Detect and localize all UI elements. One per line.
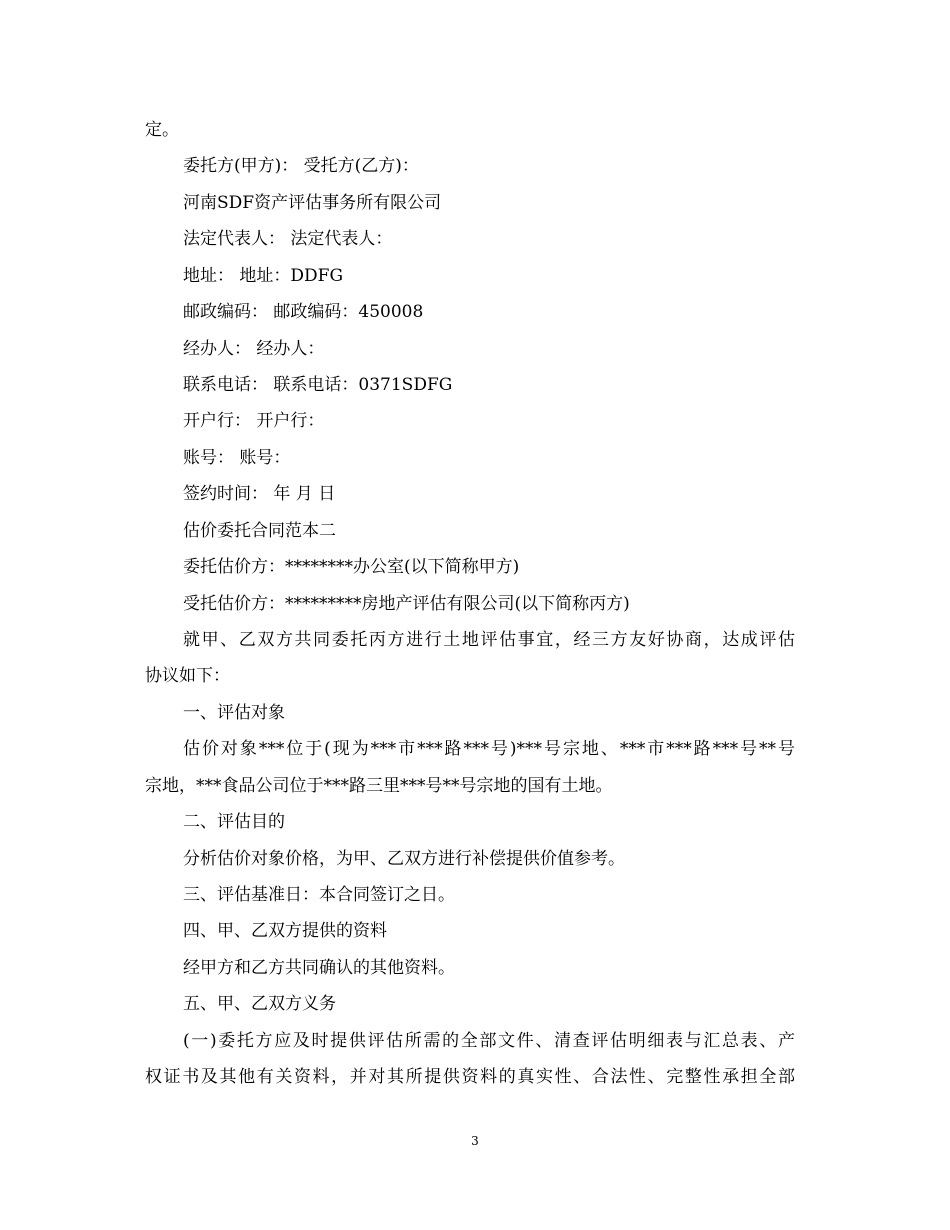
- text-line: 联系电话： 联系电话：0371SDFG: [183, 375, 453, 395]
- text-line: 法定代表人： 法定代表人：: [183, 229, 393, 249]
- text-line: 就甲、乙双方共同委托丙方进行土地评估事宜，经三方友好协商，达成评估: [183, 630, 795, 650]
- text-line: 权证书及其他有关资料，并对其所提供资料的真实性、合法性、完整性承担全部: [145, 1067, 795, 1087]
- section-heading: 四、甲、乙双方提供的资料: [183, 921, 387, 941]
- text-line: 定。: [145, 120, 179, 140]
- text-line: 受托估价方：*********房地产评估有限公司(以下简称丙方): [183, 594, 630, 614]
- section-heading: 二、评估目的: [183, 812, 285, 832]
- text-line: 经甲方和乙方共同确认的其他资料。: [183, 958, 455, 978]
- text-line: 开户行： 开户行：: [183, 411, 325, 431]
- text-line: (一)委托方应及时提供评估所需的全部文件、清查评估明细表与汇总表、产: [183, 1031, 795, 1051]
- text-line: 经办人： 经办人：: [183, 339, 325, 359]
- section-heading: 五、甲、乙双方义务: [183, 994, 336, 1014]
- text-line: 协议如下：: [145, 666, 230, 686]
- text-line: 估价对象***位于(现为***市***路***号)***号宗地、***市***路***号**号: [183, 739, 795, 759]
- text-line: 宗地，***食品公司位于***路三里***号**号宗地的国有土地。: [145, 776, 613, 796]
- text-line: 邮政编码： 邮政编码：450008: [183, 302, 424, 322]
- text-line: 委托方(甲方)： 受托方(乙方)：: [183, 156, 419, 176]
- text-line: 账号： 账号：: [183, 448, 291, 468]
- text-line: 签约时间： 年 月 日: [183, 484, 336, 504]
- text-line: 委托估价方：********办公室(以下简称甲方): [183, 557, 520, 577]
- page-number: 3: [471, 1134, 479, 1148]
- text-line: 分析估价对象价格，为甲、乙双方进行补偿提供价值参考。: [183, 849, 625, 869]
- text-line: 河南SDF资产评估事务所有限公司: [183, 193, 442, 213]
- text-line: 估价委托合同范本二: [183, 521, 336, 541]
- section-heading: 三、评估基准日：本合同签订之日。: [183, 885, 455, 905]
- text-line: 地址： 地址：DDFG: [183, 266, 344, 286]
- section-heading: 一、评估对象: [183, 703, 285, 723]
